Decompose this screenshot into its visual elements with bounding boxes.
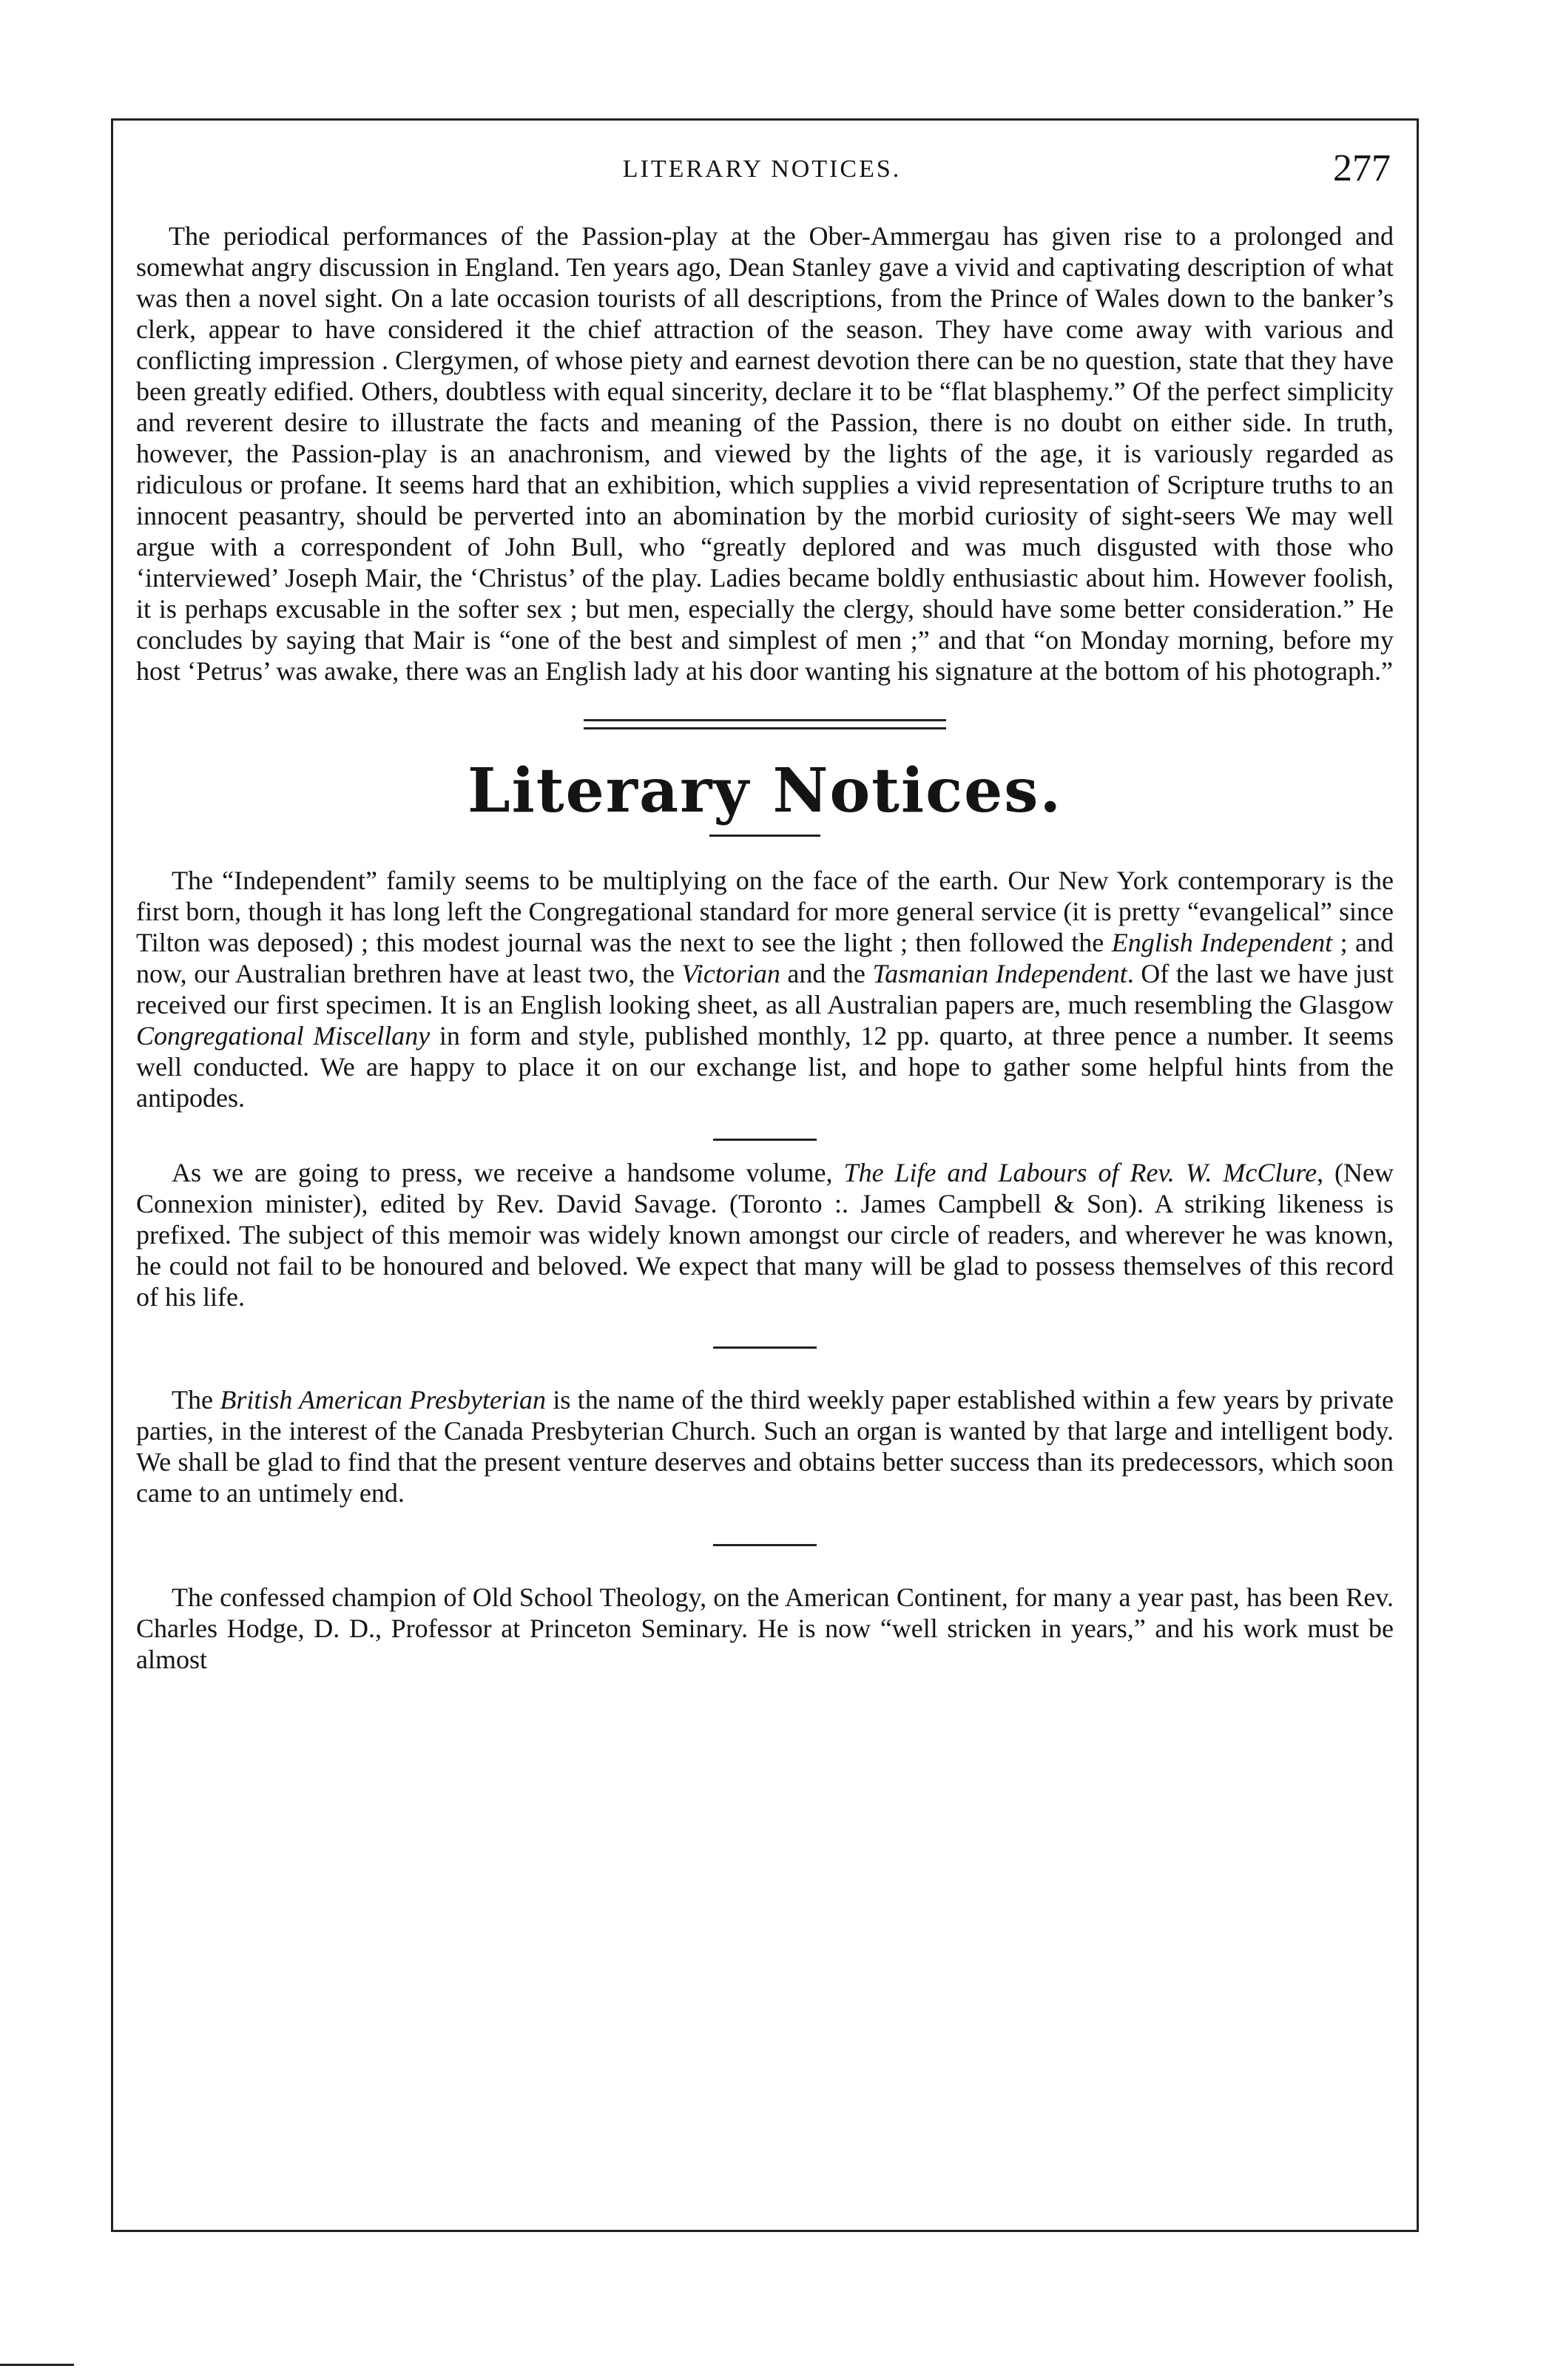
title-underline-rule — [709, 835, 820, 837]
notice-presbyterian — [136, 1384, 1394, 1508]
notice-text: ; and now, our Australian brethren have at least two, the — [136, 928, 1394, 988]
page-header — [133, 145, 1391, 197]
periodical-title: Congregational Miscellany — [136, 1021, 431, 1051]
notice-text: and the — [780, 959, 873, 988]
bottom-border-rule — [111, 2230, 1419, 2232]
periodical-title: British American Presbyterian — [220, 1385, 546, 1415]
section-divider — [713, 1139, 817, 1141]
notice-text: , (New Connexion minister), edited by Rev. David Savage. (Toronto :. James Campbell & Son). A striking likeness is prefixed. The subject of this memoir was widely known amongst our circle of readers, and wherever he was known, he could not fail to be honoured and beloved. We expect that many will be glad to possess themselves of this record of his life. — [136, 1158, 1394, 1312]
notice-independent — [136, 865, 1394, 1113]
notice-text: . Of the last we have just received our first specimen. It is an English looking sheet, as all Australian papers are, much resembling the Glasgow — [136, 959, 1394, 1019]
section-divider — [713, 1346, 817, 1349]
section-title: Literary Notices. — [467, 755, 1063, 826]
periodical-title: English Independent — [1111, 928, 1333, 957]
notice-mcclure — [136, 1157, 1394, 1312]
page-number: 277 — [1333, 147, 1391, 189]
intro-paragraph: The periodical performances of the Passion-play at the Ober-Ammergau has given rise to a prolonged and somewhat angry discussion in England. Ten years ago, Dean Stanley gave a vivid and captivating description of what was then a novel sight. On a late occasion tourists of all descriptions, from the Prince of Wales down to the banker’s clerk, appear to have considered it the chief attraction of the season. They have come away with various and conflicting impression . Clergymen, of whose piety and earnest devotion there can be no question, state that they have been greatly edified. Others, doubtless with equal sincerity, declare it to be “flat blasphemy.” Of the perfect simplicity and reverent desire to illustrate the facts and meaning of the Passion, there is no doubt on either side. In truth, however, the Passion-play is an anachronism, and viewed by the lights of the age, it is variously regarded as ridiculous or profane. It seems hard that an exhibition, which supplies a vivid representation of Scripture truths to an innocent peasantry, should be perverted into an abomination by the morbid curiosity of sight-seers We may well argue with a correspondent of John Bull, who “greatly deplored and was much disgusted with those who ‘interviewed’ Joseph Mair, the ‘Christus’ of the play. Ladies became boldly enthusiastic about him. However foolish, it is perhaps excusable in the softer sex ; but men, especially the clergy, should have some better consideration.” He concludes by saying that Mair is “one of the best and simplest of men ;” and that “on Monday morning, before my host ‘Petrus’ was awake, there was an English lady at his door wanting his signature at the bottom of his photograph.” — [136, 221, 1394, 686]
section-divider — [713, 1544, 817, 1546]
periodical-title: Tasmanian Independent — [872, 959, 1127, 988]
page-body — [136, 220, 1394, 1675]
book-title: The Life and Labours of Rev. W. McClure — [843, 1158, 1317, 1187]
margin-mark — [0, 2364, 74, 2366]
notice-text: As we are going to press, we receive a handsome volume, — [172, 1158, 844, 1187]
notice-text: The — [172, 1385, 220, 1415]
notice-text: is the name of the third weekly paper established within a few years by private parties, in the interest of the Canada Presbyterian Church. Such an organ is wanted by that large and intelligent body. We shall be glad to find that the present venture deserves and obtains better success than its predecessors, which soon came to an untimely end. — [136, 1385, 1394, 1508]
periodical-title: Victorian — [681, 959, 780, 988]
notice-hodge — [136, 1582, 1394, 1675]
running-head: LITERARY NOTICES. — [622, 155, 902, 183]
double-rule-divider — [584, 719, 946, 729]
notice-text: The confessed champion of Old School Theology, on the American Continent, for many a year past, has been Rev. Charles Hodge, D. D., Professor at Princeton Seminary. He is now “well stricken in years,” and his work must be almost — [136, 1582, 1394, 1674]
notice-text: in form and style, published monthly, 12 pp. quarto, at three pence a number. It seems well conducted. We are happy to place it on our exchange list, and hope to gather some helpful hints from the antipodes. — [136, 1021, 1394, 1113]
notice-text: The “Independent” family seems to be multiplying on the face of the earth. Our New York contemporary is the first born, though it has long left the Congregational standard for more general service (it is pretty “evangelical” since Tilton was deposed) ; this modest journal was the next to see the light ; then followed the — [136, 866, 1394, 957]
